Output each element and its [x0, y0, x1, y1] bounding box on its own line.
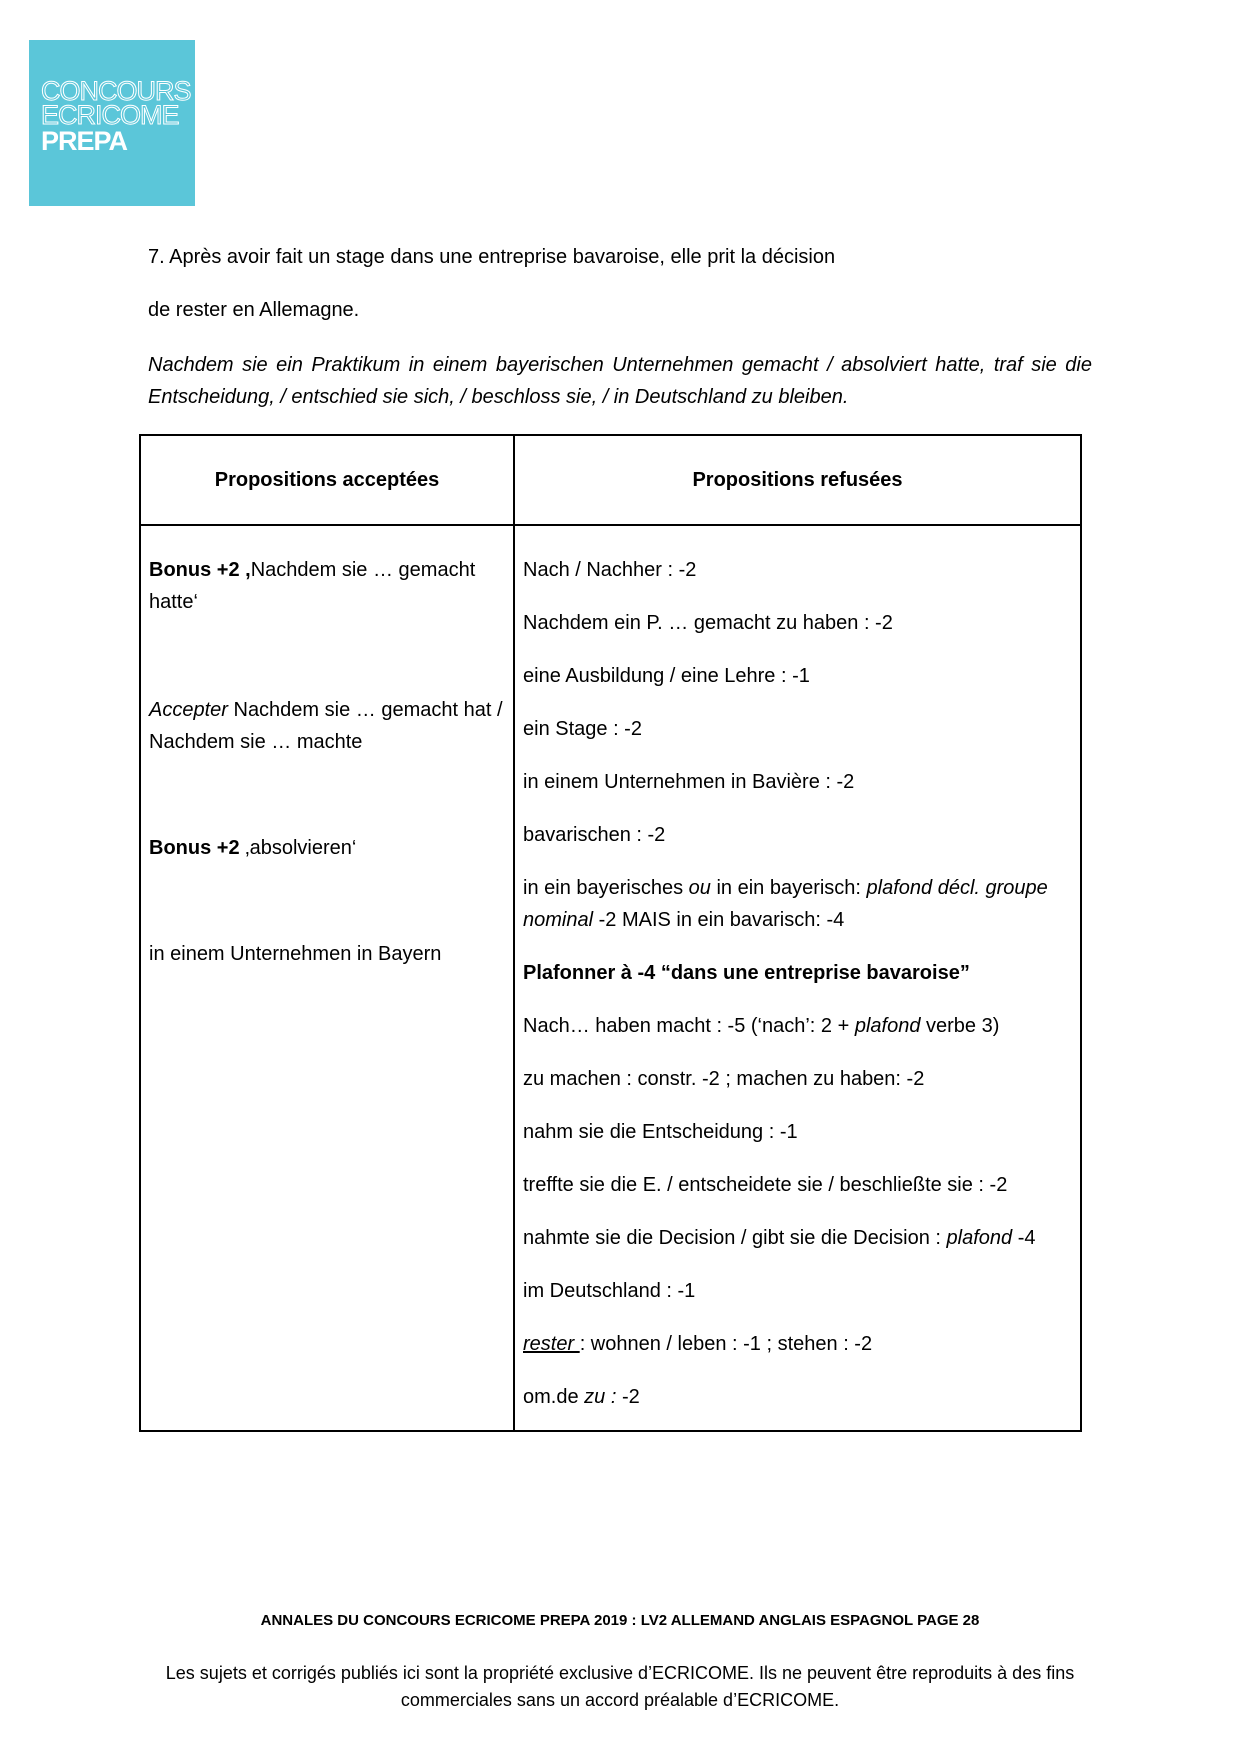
refused-text-italic: zu : — [584, 1386, 617, 1408]
accepted-item-2 — [149, 694, 505, 758]
accepted-accept-label: Accepter — [149, 699, 228, 721]
accepted-item-3 — [149, 832, 505, 864]
accepted-item-3-text: ‚absolvieren‘ — [239, 837, 357, 859]
logo-line-concours: CONCOURS — [41, 76, 191, 106]
question-line-1: 7. Après avoir fait un stage dans une entreprise bavaroise, elle prit la décision — [148, 246, 836, 268]
refused-item — [523, 872, 1072, 936]
model-translation: Nachdem sie ein Praktikum in einem bayerischen Unternehmen gemacht / absolviert hatte, traf sie die Entscheidung, / entschied sie sich, / beschloss sie, / in Deutschland zu bleiben. — [148, 354, 1092, 408]
header-accepted: Propositions acceptées — [140, 435, 514, 525]
refused-item: treffte sie die E. / entscheidete sie / beschließte sie : -2 — [523, 1174, 1008, 1196]
ecricome-logo — [29, 40, 195, 206]
refused-item: im Deutschland : -1 — [523, 1280, 696, 1302]
refused-text-italic: plafond — [946, 1227, 1013, 1249]
refused-text: Nach… haben macht : -5 (‘nach’: 2 + — [523, 1015, 855, 1037]
refused-text: : wohnen / leben : -1 ; stehen : -2 — [579, 1333, 873, 1355]
refused-text: in ein bayerisch: — [710, 877, 867, 899]
refused-item — [523, 1328, 1072, 1360]
footer-title: ANNALES DU CONCOURS ECRICOME PREPA 2019 : LV2 ALLEMAND ANGLAIS ESPAGNOL PAGE 28 — [260, 1612, 980, 1629]
refused-text: -2 MAIS in ein bavarisch: -4 — [593, 909, 845, 931]
refused-text-italic: plafond — [854, 1015, 921, 1037]
question-line-2: de rester en Allemagne. — [148, 299, 360, 321]
refused-text: om.de — [523, 1386, 585, 1408]
refused-text: in ein bayerisches — [523, 877, 689, 899]
accepted-item-1-text: Nachdem sie … gemacht hatte‘ — [149, 559, 476, 613]
refused-item: ein Stage : -2 — [523, 718, 642, 740]
accepted-cell — [140, 525, 514, 1431]
refused-item — [523, 1222, 1072, 1254]
logo-line-ecricome: ECRICOME — [41, 100, 179, 130]
refused-item: in einem Unternehmen in Bavière : -2 — [523, 771, 855, 793]
refused-item: nahm sie die Entscheidung : -1 — [523, 1121, 798, 1143]
header-refused: Propositions refusées — [514, 435, 1081, 525]
footer-copyright-note: Les sujets et corrigés publiés ici sont la propriété exclusive d’ECRICOME. Ils ne peuvent être reproduits à des fins commerciales sans un accord préalable d’ECRICOME. — [165, 1663, 1075, 1710]
refused-item: bavarischen : -2 — [523, 824, 666, 846]
refused-item: Nachdem ein P. … gemacht zu haben : -2 — [523, 612, 893, 634]
grading-table — [139, 434, 1082, 1432]
refused-text: nahmte sie die Decision / gibt sie die Decision : — [523, 1227, 947, 1249]
refused-item: zu machen : constr. -2 ; machen zu haben: -2 — [523, 1068, 925, 1090]
refused-item — [523, 1381, 1072, 1413]
refused-item: eine Ausbildung / eine Lehre : -1 — [523, 665, 810, 687]
accepted-item-2-text: Nachdem sie … gemacht hat / Nachdem sie … machte — [149, 699, 503, 753]
refused-text-italic: plafond décl. groupe nominal — [523, 877, 1048, 931]
accepted-bonus-label-2: Bonus +2 — [149, 837, 240, 859]
refused-cell — [514, 525, 1081, 1431]
refused-text-italic: ou — [688, 877, 711, 899]
logo-line-prepa: PREPA — [41, 126, 128, 156]
accepted-item-1 — [149, 554, 505, 618]
accepted-bonus-label: Bonus +2 , — [149, 559, 251, 581]
refused-item-ceiling: Plafonner à -4 “dans une entreprise bavaroise” — [523, 962, 970, 984]
refused-text: -2 — [616, 1386, 640, 1408]
refused-item — [523, 1010, 1072, 1042]
refused-text-italic-underlined: rester — [523, 1333, 580, 1355]
refused-text: -4 — [1012, 1227, 1036, 1249]
accepted-item-4: in einem Unternehmen in Bayern — [149, 943, 442, 965]
refused-item: Nach / Nachher : -2 — [523, 559, 697, 581]
refused-text: verbe 3) — [920, 1015, 1000, 1037]
